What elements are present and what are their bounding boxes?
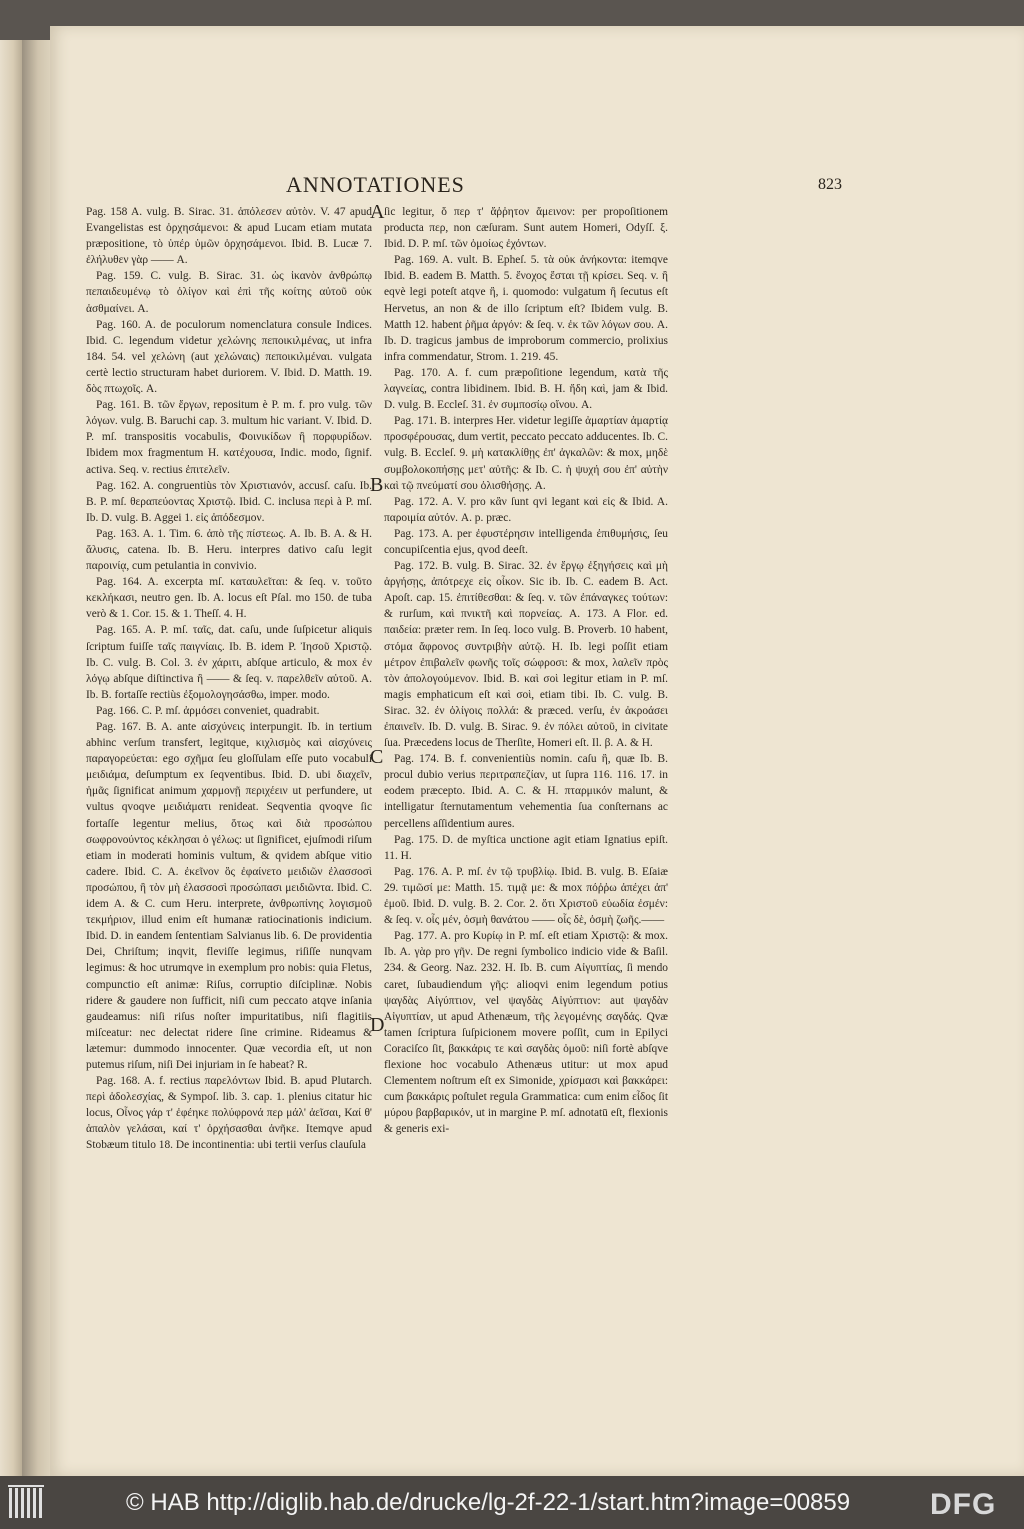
page-number: 823: [818, 176, 842, 193]
copyright-url-text: © HAB http://diglib.hab.de/drucke/lg-2f-22-1/start.htm?image=00859: [126, 1489, 851, 1516]
annotation-paragraph: Pag. 169. A. vult. B. Epheſ. 5. τὰ οὐκ ἀνήκοντα: itemqve Ibid. B. eadem B. Matth. 5. ἔνοχος ἔσται τῇ κρίσει. Seq. v. ἢ eqvè legi poteſt atqve ἢ, i. quomodo: vulgatum ἢ ſecutus eſt Hervetus, an non & de illo ſcriptum eſt? Ibidem vulg. B. Matth 12. habent ῥῆμα ἀργόν: & ſeq. v. ἐκ τῶν λόγων σου. A. Ib. D. tragicus jambus de improborum commercio, prolixius infra commendatur, Strom. 1. 219. 45.: [384, 254, 668, 363]
annotation-paragraph: Pag. 168. A. f. rectius παρελόντων Ibid. B. apud Plutarch. περὶ ἀδολεσχίας, & Sympoſ. lib. 3. cap. 1. plenius citatur hic locus, Οἶνος γάρ τ' ἐφέηκε πολύφρονά περ μάλ' ἀεῖσαι, Καί θ' ἁπαλὸν γελάσαι, καί τ' ὀρχήσασθαι ἀνῆκε. Itemqve apud Stobæum titulo 18. De incontinentia: ubi tertii verſus clauſula: [86, 1075, 372, 1152]
margin-letter-d: D: [370, 1014, 385, 1036]
running-title: ANNOTATIONES: [286, 172, 465, 197]
hab-columns-logo-icon: [8, 1484, 48, 1520]
annotation-paragraph: Pag. 175. D. de myſtica unctione agit etiam Ignatius epiſt. 11. H.: [384, 833, 668, 862]
annotation-paragraph: Pag. 159. C. vulg. B. Sirac. 31. ὡς ἱκανὸν ἀνθρώπῳ πεπαιδευμένῳ τὸ ὀλίγον καὶ ἐπὶ τῆς κοίτης αὐτοῦ οὐκ ἀσθμαίνει. A.: [86, 270, 372, 315]
viewer-footer: [0, 1476, 1024, 1529]
annotation-paragraph: Pag. 165. A. P. mſ. ταῖς, dat. caſu, unde ſuſpicetur aliquis ſcriptum fuiſſe ταῖς παιγνίαις. Ib. B. idem P. Ἰησοῦ Χριστῷ. Ib. C. vulg. B. Col. 3. ἐν χάριτι, abſque articulo, & mox ἐν λόγῳ abſque diſtinctiva ἢ —— & ſeq. v. παρελθεῖν αὐτοῦ. A. Ib. B. fortaſſe rectiùs ἐξομολογησάσθω, imper. modo.: [86, 624, 372, 701]
annotation-paragraph: Pag. 163. A. 1. Tim. 6. ἀπὸ τῆς πίστεως. A. Ib. B. A. & H. ἅλυσις, catena. Ib. B. Heru. interpres dativo caſu legit παροινίᾳ, cum petulantia in convivio.: [86, 527, 372, 573]
annotation-paragraph: Pag. 171. B. interpres Her. videtur legiſſe ἁμαρτίαν ἁμαρτίᾳ προσφέρουσας, dum vertit, peccato peccato adducentes. Ib. C. vulg. B. Eccleſ. 9. μὴ κατακλίθῃς ἐπ' ἀγκαλῶν: & mox, μηδὲ συμβολοκοπήσῃς μετ' αὐτῆς: & Ib. C. ἡ ψυχή σου ἐπ' αὐτὴν καὶ τῷ πνεύματί σου ὀλισθήσῃς. A.: [384, 415, 668, 492]
annotation-paragraph: Pag. 173. A. per ἐφυστέρησιν intelligenda ἐπιθυμήσις, ſeu concupiſcentia ejus, qvod deeſt.: [384, 527, 668, 556]
annotation-paragraph: Pag. 177. A. pro Κυρίῳ in P. mſ. eſt etiam Χριστῷ: & mox. Ib. A. γὰρ pro γῆν. De regni ſymbolico indicio vide & Baſil. 234. & Georg. Naz. 232. H. Ib. B. cum Αἰγυπτίας, ſi mendo caret, ſubaudiendum γῆς: alioqvi enim legendum potius ψαγδὰς Αἰγύπτιον, vel ψαγδὰς Αἰγύπτιον: aut ψαγδὰν Αἰγυπτίαν, ut apud Athenæum, τῆς λεγομένης σαγδάς. Qvæ tamen ſcriptura ſuſpicionem movere poſſit, cum in Epilyci Coraciſco ſit, βακκάρις τε καὶ σαγδὰς ὁμοῦ: niſi fortè abſqve flexione hoc vocabulo Athenæus utitur: ut mox apud Clementem noſtrum eſt ex Simonide, χρίσμασι καὶ βακκάρει: cum βακκάρις poſtulet regula Grammatica: cum enim εἶδος ſit μύρου βαρβαρικόν, ut in margine P. mſ. adnotatū eſt, flexionis & generis exi-: [384, 930, 668, 1136]
margin-letter-a: A: [370, 201, 385, 223]
left-text-column: [86, 204, 372, 1154]
margin-letter-c: C: [370, 746, 384, 768]
annotation-paragraph: Pag. 172. B. vulg. B. Sirac. 32. ἐν ἔργῳ ἐξηγήσεις καὶ μὴ ἀργήσῃς, ἀπότρεχε εἰς οἶκον. Sic ib. Ib. C. eadem B. Act. Apoſt. cap. 15. ἐπιτίθεσθαι: & ſeq. v. τῶν ἐπάναγκες τούτων: & rurſum, καὶ πνικτῆ καὶ πορνείας. A. 173. A Flor. ed. παιδεία: præter rem. In ſeq. loco vulg. B. Proverb. 10 habent, στόμα ἄφρονος συντριβὴν αὐτῷ. H. Ib. legi poſſit etiam μέτρον ἐπιβαλεῖν φωνῆς τοῖς σώφροσι: & mox, λαλεῖν πρὸς τὸν ἀπολογούμενον. Ibid. B. καὶ σοὶ legitur etiam in P. mſ. magis emphaticum eſt καὶ σοὶ, etiam tibi. Ib. C. vulg. B. Sirac. 32. ἐν ὀλίγοις πολλά: & præced. verſu, ἐν ἀκροάσει ἐπαινεῖν. Ib. D. vulg. B. Sirac. 9. ἐν πόλει αὐτοῦ, in civitate ſua. Præcedens locus de Therſite, Homeri eſt. Il. β. A. & H.: [384, 560, 668, 750]
facing-page-edge: [0, 40, 22, 1476]
margin-letter-b: B: [370, 474, 384, 496]
annotation-paragraph: Pag. 170. A. f. cum præpoſitione legendum, κατὰ τῆς λαγνείας, contra libidinem. Ibid. B. H. ἤδη καὶ, jam & Ibid. D. vulg. B. Eccleſ. 31. ἐν συμποσίῳ οἴνου. A.: [384, 366, 668, 412]
annotation-paragraph: Pag. 162. A. congruentiùs τὸν Χριστιανόν, accusſ. caſu. Ib. B. P. mſ. θεραπεύοντας Χριστῷ. Ibid. C. inclusa περὶ à P. mſ. Ib. D. vulg. B. Aggei 1. εἰς ἀπόδεσμον.: [86, 479, 372, 524]
annotation-paragraph: ſic legitur, ὅ περ τ' ἄῤῥητον ἄμεινον: per propoſitionem producta περ, non cæſuram. Sunt autem Homeri, Odyſſ. ξ. Ibid. D. P. mſ. τῶν ὁμοίως ἐχόντων.: [384, 206, 668, 251]
annotation-paragraph: Pag. 160. A. de poculorum nomenclatura consule Indices. Ibid. C. legendum videtur χελώνης πεποικιλμένας, ut infra 184. 54. vel χελώνη (aut χελώναις) πεποικιλμέναι. vulgata certè lectio structuram habet duriorem. V. Ibid. D. Matth. 19. δὸς πτωχοῖς. A.: [86, 318, 372, 396]
annotation-paragraph: Pag. 164. A. excerpta mſ. καταυλεῖται: & ſeq. v. τοῦτο κεκλήκασι, neutro gen. Ib. A. locus eſt Pſal. mo 150. de tuba verò & 1. Cor. 15. & 1. Theſſ. 4. H.: [86, 576, 372, 621]
annotation-paragraph: Pag. 166. C. P. mſ. ἁρμόσει conveniet, quadrabit.: [96, 704, 320, 717]
annotation-paragraph: Pag. 158 A. vulg. B. Sirac. 31. ἀπόλεσεν αὐτὸν. V. 47 apud Evangelistas est ὀρχησάμενοι: & apud Lucam etiam mutata præpositione, τὸ ὑπέρ ὑμῶν ὀρχησάμενοι. Ibid. B. Lucæ 7. ἐλήλυθεν γὰρ —— A.: [86, 206, 372, 267]
annotation-paragraph: Pag. 172. A. V. pro κἂν ſunt qvi legant καὶ εἰς & Ibid. A. παροιμία αὐτόν. A. p. præc.: [384, 495, 668, 524]
annotation-paragraph: Pag. 167. B. A. ante αἰσχύνεις interpungit. Ib. in tertium abhinc verſum transfert, legitque, κιχλισμὸς καὶ αἰσχύνεις παραγορεύεται: ego σχῆμα ſeu gloſſulam eſſe puto vocabuli μειδιάμα, deſumptum ex ſeqventibus. Ibid. D. ubi διαχεῖν, ἡμᾶς ſignificat animum χαρμονῇ περιχέειν ut perfundere, ut vultus qvoqve μειδιάματι renideat. Seqventia qvoqve ſic fortaſſe legentur melius, ὅτως καὶ διὰ προσώπου σωφρονούντος κέκλησαι ὁ γέλως: ut ſignificet, ejuſmodi riſum etiam in moderati hominis vultum, & qvidem abſque vitio cadere. Ibid. C. A. ἐκεῖνον ὃς ἐφαίνετο μειδιῶν ἐλασσοσὶ προσώπου, ἢ τὸν μὴ ἐλασσοσὶ προσώπασι μειδιῶντα. Ibid. C. idem A. & C. cum Heru. interprete, ἀνθρωπίνης λογισμοῦ τεκμήριον, illud enim eſt humanæ ratiocinationis indicium. Ibid. D. in eandem ſententiam Salvianus lib. 6. De providentia Dei, Chriſtum; inqvit, fleviſſe legimus, riſiſſe nunqvam legimus: & hoc utrumqve in exemplum pro nobis: quia Fletus, compunctio eſt animæ: Riſus, corruptio diſciplinæ. Nobis ridere & gaudere non ſufficit, niſi cum peccato atqve inſania gaudeamus: niſi riſus noſter impuritatibus, niſi flagitiis miſceatur: nec delectat ridere ſine crimine. Rideamus & lætemur: dummodo innocenter. Quæ vecordia eſt, ut non putemus riſum, niſi Dei injuriam in ſe habeat? R.: [86, 721, 372, 1071]
right-text-column: [384, 204, 668, 1137]
dfg-logo: DFG: [930, 1488, 997, 1521]
annotation-paragraph: Pag. 161. B. τῶν ἔργων, repositum è P. m. f. pro vulg. τῶν λόγων. vulg. B. Baruchi cap. 3. multum hic variant. V. Ibid. D. P. mſ. transpositis vocabulis, Φοινικίδων ἢ πορφυρίδων. Ibidem mox fragmentum H. κατέχουσα, Indic. modo, ſignif. activa. Seq. v. rectius ἐπιτελεῖν.: [86, 399, 372, 476]
annotation-paragraph: Pag. 174. B. f. convenientiùs nomin. caſu ἣ, quæ Ib. B. procul dubio verius περιτραπεζίαν, ut ſupra 116. 116. 17. in eodem præcepto. Ibid. A. C. & H. πταρμικόν malunt, & intelligatur ſternutamentum vehementia ſua conſternans ac percellens aſſidentium aures.: [384, 753, 668, 830]
annotation-paragraph: Pag. 176. A. P. mſ. ἐν τῷ τρυβλίῳ. Ibid. B. vulg. B. Eſaiæ 29. τιμῶσί με: Matth. 15. τιμᾷ με: & mox πόῤῥω ἀπέχει ἀπ' ἐμοῦ. Ibid. D. vulg. B. 2. Cor. 2. ὅτι Χριστοῦ εὐωδία ἐσμέν: & ſeq. v. οἷς μέν, ὀσμὴ θανάτου —— οἷς δὲ, ὀσμὴ ζωῆς.——: [384, 865, 668, 927]
